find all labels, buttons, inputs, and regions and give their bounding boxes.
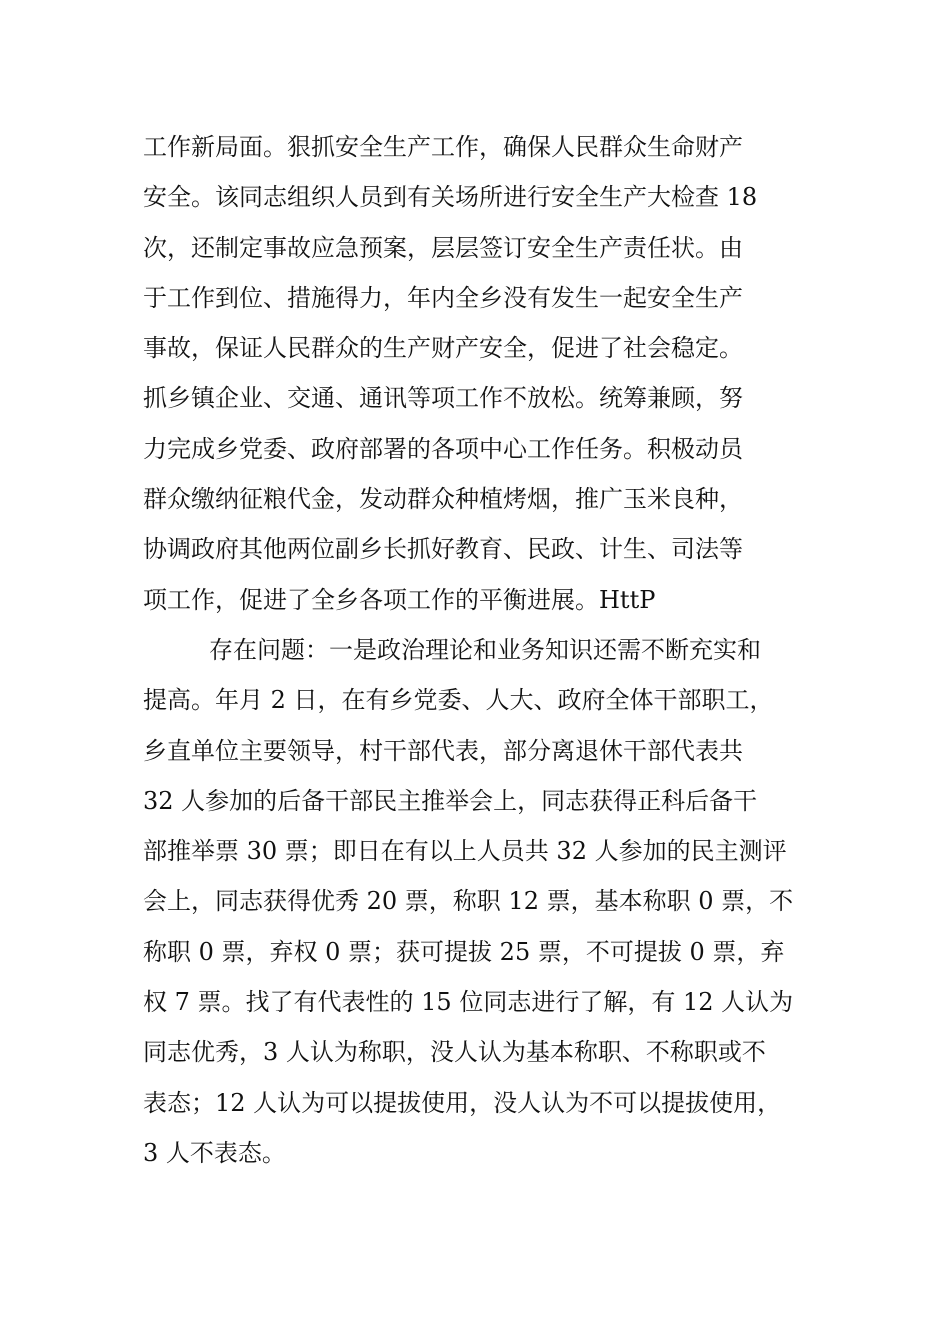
text-line: 于工作到位、措施得力，年内全乡没有发生一起安全生产 (143, 283, 743, 312)
text-line: 同志优秀，3 人认为称职，没人认为基本称职、不称职或不 (143, 1038, 766, 1067)
text-line: 次，还制定事故应急预案，层层签订安全生产责任状。由 (143, 233, 743, 262)
text-line: 力完成乡党委、政府部署的各项中心工作任务。积极动员 (143, 434, 743, 463)
text-line: 事故，保证人民群众的生产财产安全，促进了社会稳定。 (143, 334, 743, 363)
text-line: 抓乡镇企业、交通、通讯等项工作不放松。统筹兼顾，努 (143, 384, 743, 413)
document-body (143, 122, 823, 1178)
paragraph-existing-problems (143, 625, 823, 1178)
text-line: 提高。年月 2 日，在有乡党委、人大、政府全体干部职工， (143, 686, 774, 715)
text-line: 表态；12 人认为可以提拔使用，没人认为不可以提拔使用， (143, 1088, 782, 1117)
text-line: 部推举票 30 票；即日在有以上人员共 32 人参加的民主测评 (143, 837, 787, 866)
text-line: 会上，同志获得优秀 20 票，称职 12 票，基本称职 0 票，不 (143, 887, 794, 916)
paragraph-work-summary (143, 122, 823, 625)
text-line: 存在问题：一是政治理论和业务知识还需不断充实和 (209, 635, 761, 664)
text-line: 权 7 票。找了有代表性的 15 位同志进行了解，有 12 人认为 (143, 988, 794, 1017)
text-line: 安全。该同志组织人员到有关场所进行安全生产大检查 18 (143, 183, 758, 212)
text-line: 称职 0 票，弃权 0 票；获可提拔 25 票，不可提拔 0 票，弃 (143, 937, 785, 966)
text-line: 乡直单位主要领导，村干部代表，部分离退休干部代表共 (143, 736, 743, 765)
text-line: 3 人不表态。 (143, 1138, 286, 1167)
text-line: 协调政府其他两位副乡长抓好教育、民政、计生、司法等 (143, 535, 743, 564)
text-line: 群众缴纳征粮代金，发动群众种植烤烟，推广玉米良种， (143, 485, 743, 514)
text-line: 项工作，促进了全乡各项工作的平衡进展。HttP (143, 585, 656, 614)
text-line: 32 人参加的后备干部民主推举会上，同志获得正科后备干 (143, 786, 758, 815)
text-line: 工作新局面。狠抓安全生产工作，确保人民群众生命财产 (143, 133, 743, 161)
